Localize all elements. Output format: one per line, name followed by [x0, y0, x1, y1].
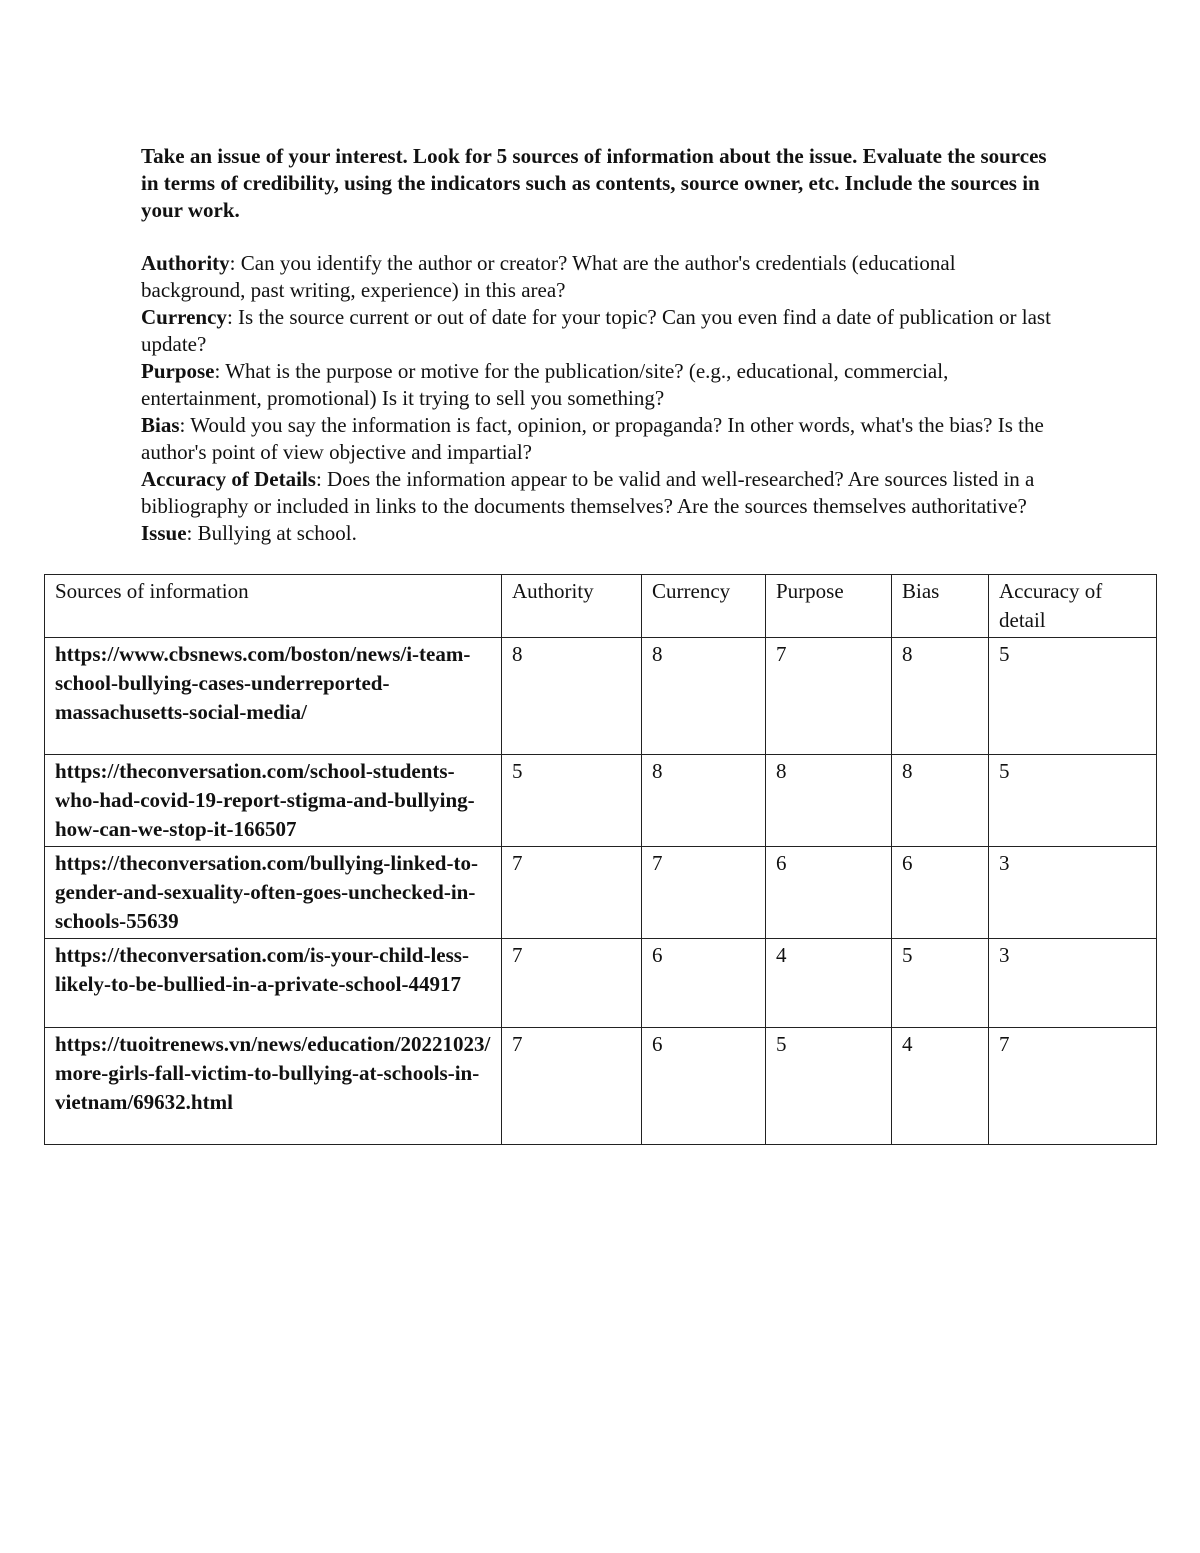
criterion-term: Issue	[141, 521, 187, 545]
instructions-paragraph: Take an issue of your interest. Look for 5 sources of information about the issue. Evaluate the sources in terms of credibility, using the indicators such as contents, source owner, etc. Include the sources in your work.	[141, 144, 1047, 222]
criterion-separator: :	[226, 305, 239, 329]
score-bias: 8	[892, 638, 989, 755]
source-url: https://www.cbsnews.com/boston/news/i-team-school-bullying-cases-underreported-massachusetts-social-media/	[45, 638, 502, 755]
header-sources: Sources of information	[45, 575, 502, 638]
table-row	[45, 847, 1157, 939]
criterion-authority	[141, 250, 1061, 304]
header-authority: Authority	[502, 575, 642, 638]
score-authority: 5	[502, 755, 642, 847]
table-row	[45, 638, 1157, 755]
table-row	[45, 1028, 1157, 1145]
criterion-currency	[141, 304, 1061, 358]
criterion-purpose	[141, 358, 1061, 412]
score-accuracy: 3	[989, 847, 1157, 939]
criterion-separator: :	[186, 521, 198, 545]
criterion-separator: :	[229, 251, 241, 275]
header-purpose: Purpose	[766, 575, 892, 638]
score-currency: 8	[642, 638, 766, 755]
criterion-description: What is the purpose or motive for the publication/site? (e.g., educational, commercial, entertainment, promotional) Is it trying to sell you something?	[141, 359, 949, 410]
assignment-text	[141, 143, 1061, 547]
criterion-separator: :	[179, 413, 191, 437]
score-currency: 6	[642, 939, 766, 1028]
source-url: https://theconversation.com/is-your-child-less-likely-to-be-bullied-in-a-private-school-44917	[45, 939, 502, 1028]
score-currency: 7	[642, 847, 766, 939]
score-accuracy: 5	[989, 638, 1157, 755]
table-row	[45, 939, 1157, 1028]
score-accuracy: 3	[989, 939, 1157, 1028]
header-bias: Bias	[892, 575, 989, 638]
criterion-term: Authority	[141, 251, 230, 275]
criterion-description: Is the source current or out of date for your topic? Can you even find a date of publication or last update?	[141, 305, 1051, 356]
score-currency: 6	[642, 1028, 766, 1145]
score-authority: 7	[502, 847, 642, 939]
table-header-row	[45, 575, 1157, 638]
score-bias: 4	[892, 1028, 989, 1145]
issue-text: Bullying at school.	[197, 521, 357, 545]
score-authority: 8	[502, 638, 642, 755]
score-accuracy: 5	[989, 755, 1157, 847]
issue-line	[141, 520, 1061, 547]
criterion-term: Purpose	[141, 359, 215, 383]
criterion-separator: :	[315, 467, 328, 491]
criterion-bias	[141, 412, 1061, 466]
criterion-description: Can you identify the author or creator? What are the author's credentials (educational background, past writing, experience) in this area?	[141, 251, 956, 302]
score-currency: 8	[642, 755, 766, 847]
score-accuracy: 7	[989, 1028, 1157, 1145]
score-purpose: 7	[766, 638, 892, 755]
criterion-term: Currency	[141, 305, 227, 329]
source-url: https://theconversation.com/bullying-linked-to-gender-and-sexuality-often-goes-unchecked-in-schools-55639	[45, 847, 502, 939]
criterion-separator: :	[214, 359, 226, 383]
criterion-description: Does the information appear to be valid and well-researched? Are sources listed in a bibliography or included in links to the documents themselves? Are the sources themselves authoritative?	[141, 467, 1035, 518]
score-purpose: 8	[766, 755, 892, 847]
criterion-accuracy	[141, 466, 1061, 520]
score-purpose: 5	[766, 1028, 892, 1145]
score-bias: 6	[892, 847, 989, 939]
score-authority: 7	[502, 939, 642, 1028]
header-currency: Currency	[642, 575, 766, 638]
score-authority: 7	[502, 1028, 642, 1145]
score-bias: 8	[892, 755, 989, 847]
header-accuracy: Accuracy of detail	[989, 575, 1157, 638]
criterion-term: Bias	[141, 413, 180, 437]
criterion-description: Would you say the information is fact, opinion, or propaganda? In other words, what's the bias? Is the author's point of view objective and impartial?	[141, 413, 1044, 464]
source-url: https://theconversation.com/school-students-who-had-covid-19-report-stigma-and-bullying-how-can-we-stop-it-166507	[45, 755, 502, 847]
table-row	[45, 755, 1157, 847]
score-purpose: 4	[766, 939, 892, 1028]
source-url: https://tuoitrenews.vn/news/education/20221023/more-girls-fall-victim-to-bullying-at-schools-in-vietnam/69632.html	[45, 1028, 502, 1145]
score-bias: 5	[892, 939, 989, 1028]
criterion-term: Accuracy of Details	[141, 467, 316, 491]
sources-evaluation-table	[44, 574, 1157, 1145]
score-purpose: 6	[766, 847, 892, 939]
